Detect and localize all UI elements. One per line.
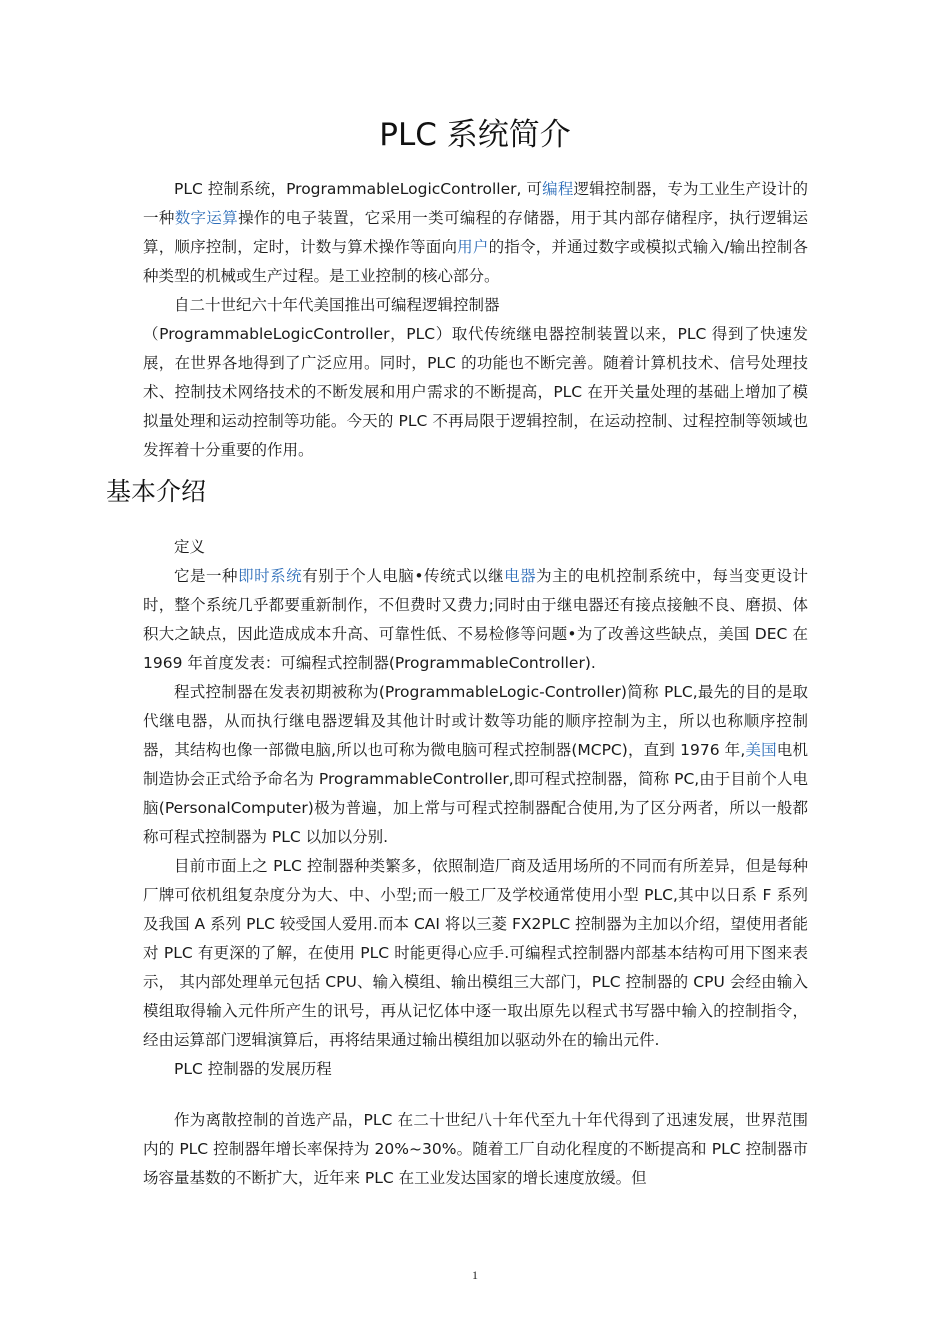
spacer [143,1084,808,1106]
link-meiguo[interactable]: 美国 [745,741,777,759]
document-title: PLC 系统简介 [379,117,571,153]
text-run: 有别于个人电脑•传统式以继 [302,567,505,585]
intro-paragraph-2-line-1: 自二十世纪六十年代美国推出可编程逻辑控制器 [174,296,500,314]
definition-section [143,533,808,1193]
text-run: 它是一种 [174,567,239,585]
intro-paragraph-2: （ProgrammableLogicController，PLC）取代传统继电器控制装置以来，PLC 得到了快速发展，在世界各地得到了广泛应用。同时，PLC 的功能也不断完善。随着计算机技术、信号处理技术、控制技术网络技术的不断发展和用户需求的不断提高，PLC 在开关量处理的基础上增加了模拟量处理和运动控制等功能。今天的 PLC 不再局限于逻辑控制，在运动控制、过程控制等领域也发挥着十分重要的作用。 [143,325,808,459]
link-jishixitong[interactable]: 即时系统 [238,567,303,585]
text-run: 为主的电机控制系统中，每当变更设计时，整个系统几乎都要重新制作，不但费时又费力;同时由于继电器还有接点接触不良、磨损、体积大之缺点，因此造成成本升高、可靠性低、不易检修等问题•为了改善这些缺点，美国 DEC 在 1969 年首度发表：可编程式控制器(ProgrammableController). [143,567,808,672]
intro-section [143,175,808,465]
link-yonghu[interactable]: 用户 [457,238,489,256]
link-biancheng[interactable]: 编程 [542,180,574,198]
link-shuziyunsuan[interactable]: 数字运算 [174,209,239,227]
text-run: 程式控制器在发表初期被称为(ProgrammableLogic-Controller)简称 PLC,最先的目的是取代继电器，从而执行继电器逻辑及其他计时或计数等功能的顺序控制为主，所以也称顺序控制器，其结构也像一部微电脑,所以也可称为微电脑可程式控制器(MCPC)，直到 1976 年, [143,683,808,759]
definition-label: 定义 [174,538,206,556]
text-run: 的指令，并通过数字或模拟式输入/输出控制各种类型的机械或生产过程。是工业控制的核心部分。 [143,238,808,285]
history-paragraph-1: 作为离散控制的首选产品，PLC 在二十世纪八十年代至九十年代得到了迅速发展，世界范围内的 PLC 控制器年增长率保持为 20%~30%。随着工厂自动化程度的不断提高和 PLC 控制器市场容量基数的不断扩大，近年来 PLC 在工业发达国家的增长速度放缓。但 [143,1111,808,1187]
definition-paragraph-1 [143,562,808,678]
section-heading: 基本介绍 [106,477,207,506]
text-run: 操作的电子装置，它采用一类可编程的存储器，用于其内部存储程序，执行逻辑运算，顺序控制，定时，计数与算术操作等面向 [143,209,808,256]
text-run: PLC 控制系统，ProgrammableLogicController, 可 [174,180,543,198]
history-label: PLC 控制器的发展历程 [174,1060,332,1078]
text-run: 逻辑控制器，专为工业生产设计的一种 [143,180,808,227]
text-run: 电机制造协会正式给予命名为 ProgrammableController,即可程式控制器，简称 PC,由于目前个人电脑(PersonalComputer)极为普遍，加上常与可程式控制器配合使用,为了区分两者，所以一般都称可程式控制器为 PLC 以加以分别. [143,741,808,846]
intro-paragraph-1 [143,175,808,291]
definition-paragraph-3: 目前市面上之 PLC 控制器种类繁多，依照制造厂商及适用场所的不同而有所差异，但是每种厂牌可依机组复杂度分为大、中、小型;而一般工厂及学校通常使用小型 PLC,其中以日系 F 系列及我国 A 系列 PLC 较受国人爱用.而本 CAI 将以三菱 FX2PLC 控制器为主加以介绍，望使用者能对 PLC 有更深的了解，在使用 PLC 时能更得心应手.可编程式控制器内部基本结构可用下图来表示， 其内部处理单元包括 CPU、输入模组、输出模组三大部门，PLC 控制器的 CPU 会经由输入模组取得输入元件所产生的讯号，再从记忆体中逐一取出原先以程式书写器中输入的控制指令，经由运算部门逻辑演算后，再将结果通过输出模组加以驱动外在的输出元件. [143,857,808,1049]
definition-paragraph-2 [143,678,808,852]
page-number: 1 [472,1268,478,1282]
link-dianqi[interactable]: 电器 [504,567,537,585]
